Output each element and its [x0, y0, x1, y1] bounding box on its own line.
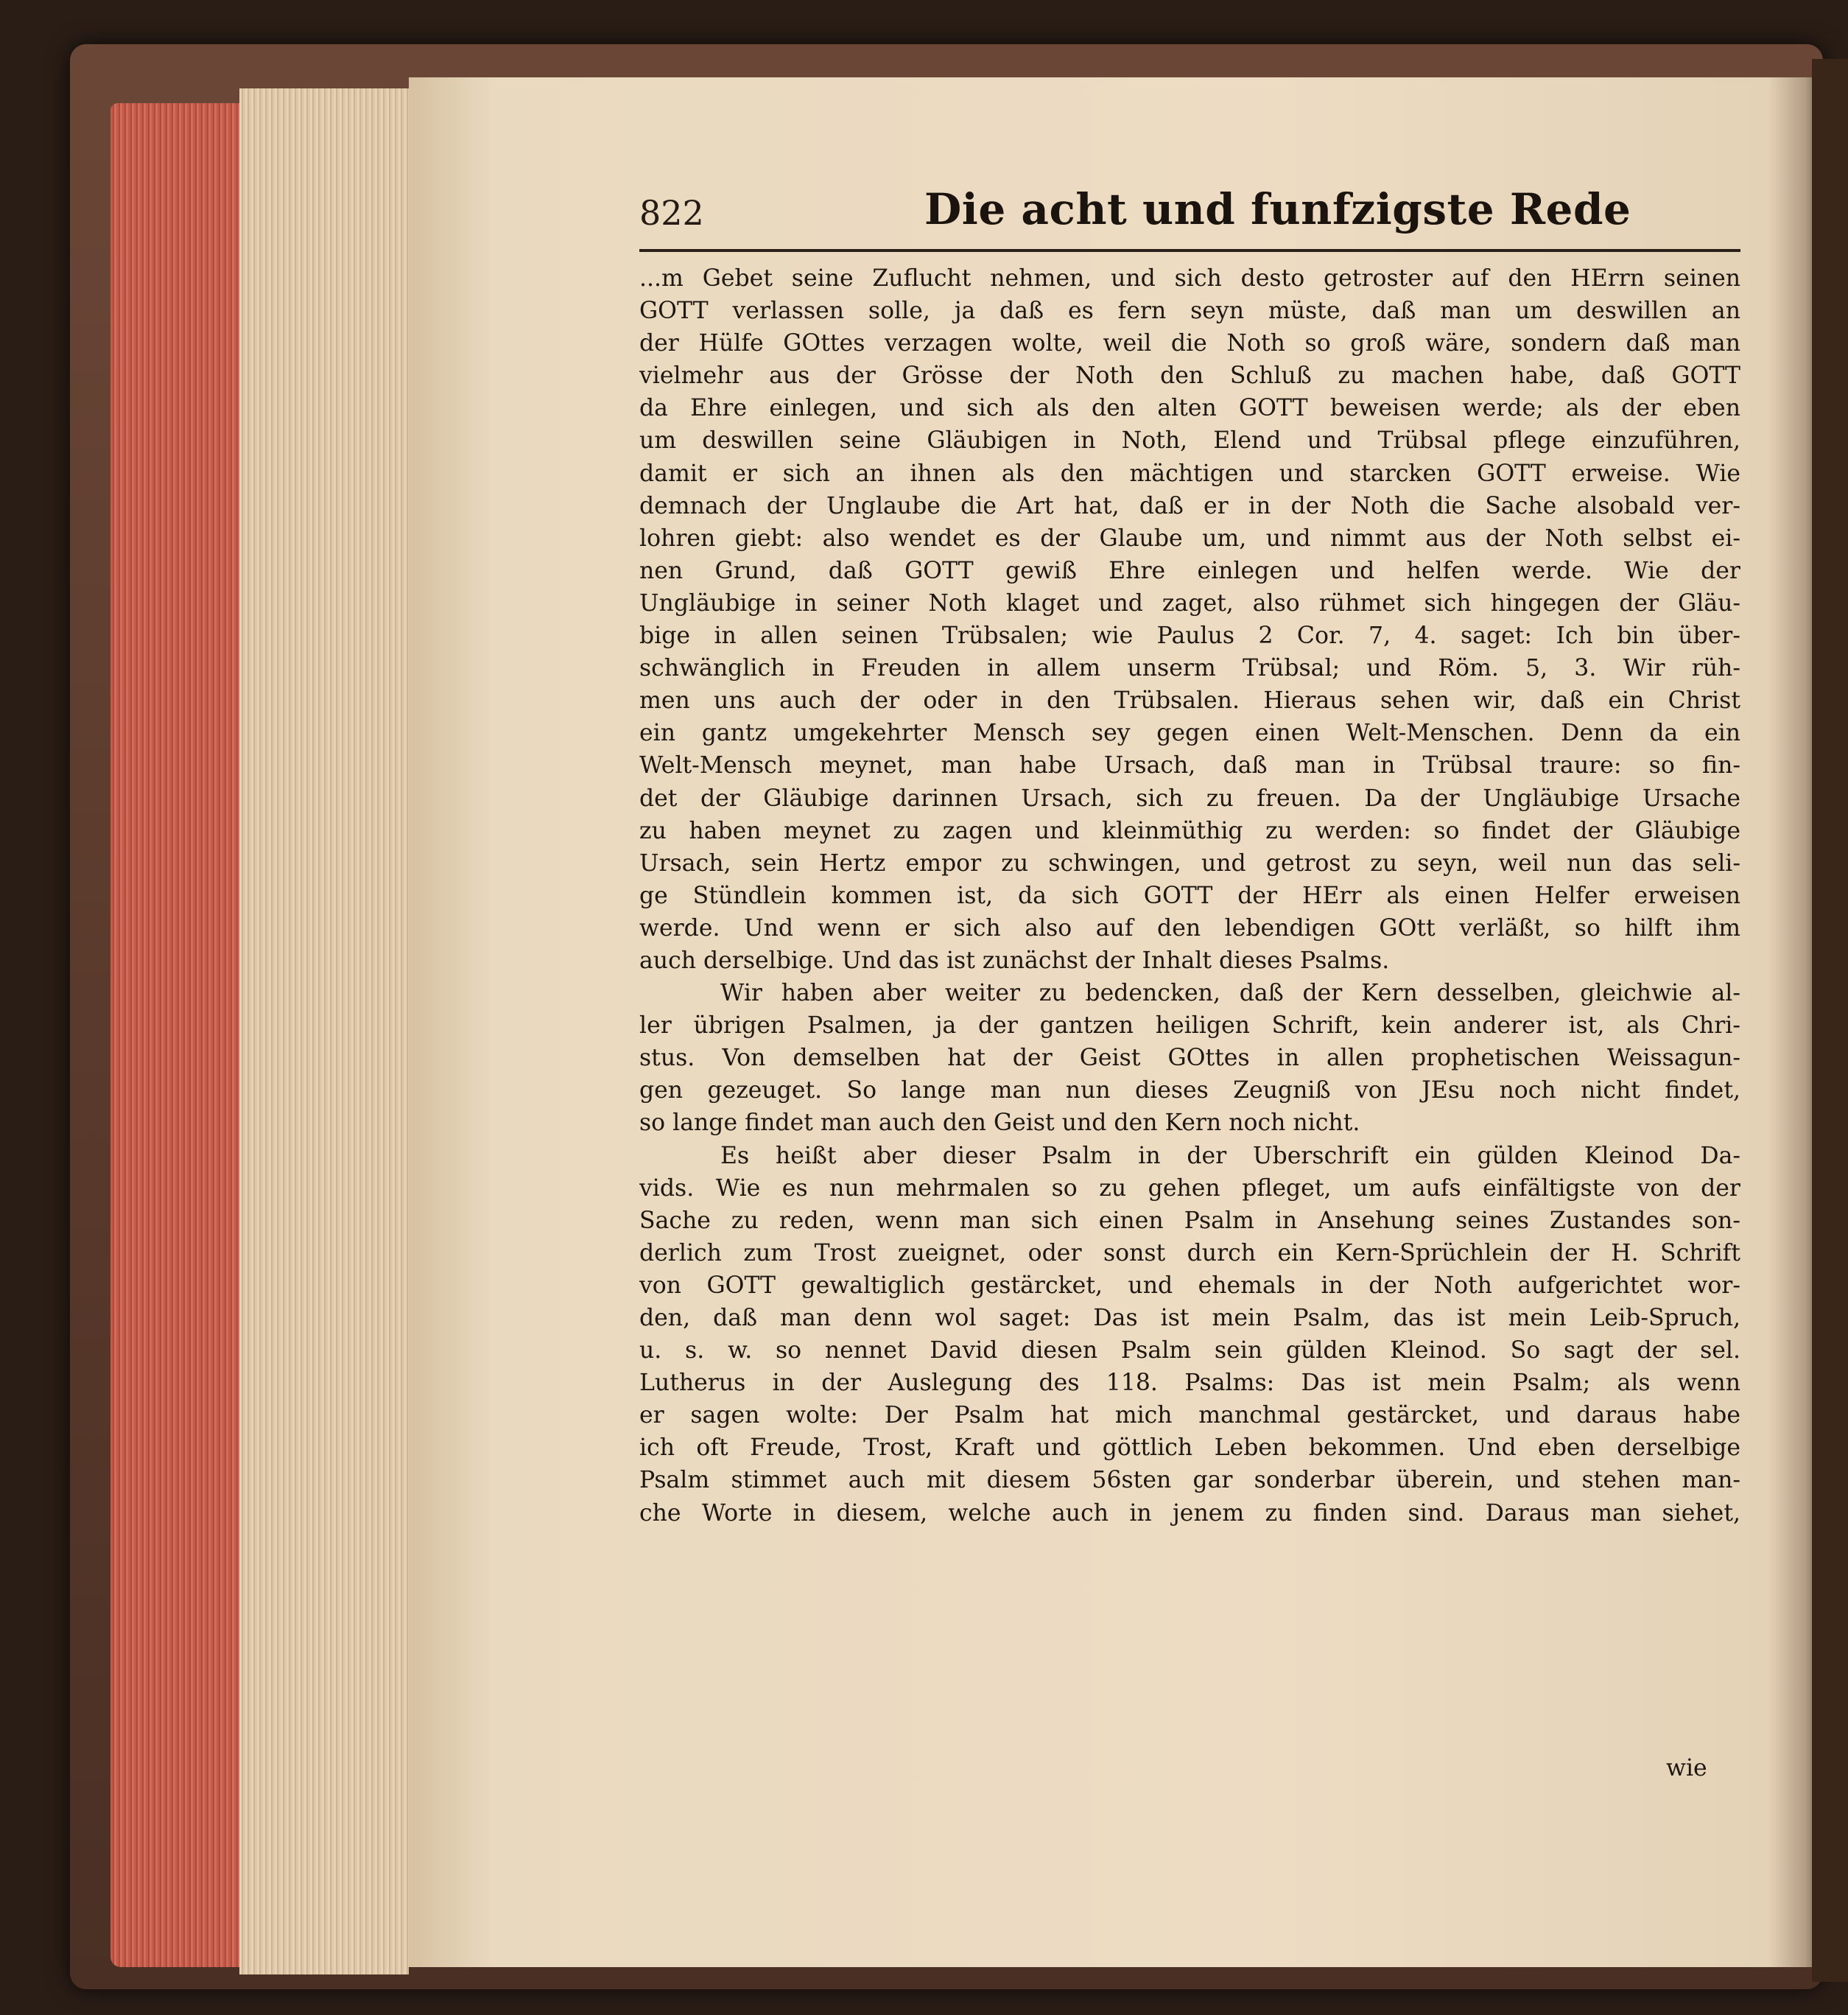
text-line: ...m Gebet seine Zuflucht nehmen, und sich desto getroster auf den HErrn seinen: [639, 265, 1740, 292]
text-line: vids. Wie es nun mehrmalen so zu gehen pfleget, um aufs einfältigste von der: [639, 1174, 1740, 1202]
text-line: da Ehre einlegen, und sich als den alten GOTT beweisen werde; als der eben: [639, 395, 1740, 422]
text-line: det der Gläubige darinnen Ursach, sich zu freuen. Da der Ungläubige Ursache: [639, 785, 1740, 812]
text-line: werde. Und wenn er sich also auf den lebendigen GOtt verläßt, so hilft ihm: [639, 914, 1740, 942]
page-block: [239, 88, 409, 1974]
text-line: Lutherus in der Auslegung des 118. Psalms: Das ist mein Psalm; als wenn: [639, 1370, 1740, 1397]
text-line: den, daß man denn wol saget: Das ist mein Psalm, das ist mein Leib-Spruch,: [639, 1305, 1740, 1331]
text-line: Sache zu reden, wenn man sich einen Psalm in Ansehung seines Zustandes son-: [639, 1207, 1740, 1234]
text-line: von GOTT gewaltiglich gestärcket, und ehemals in der Noth aufgerichtet wor-: [639, 1272, 1740, 1299]
text-line: Welt-Mensch meynet, man habe Ursach, daß man in Trübsal traure: so fin-: [639, 752, 1740, 779]
text-line: schwänglich in Freuden in allem unserm Trübsal; und Röm. 5, 3. Wir rüh-: [639, 655, 1740, 682]
catchword: wie: [1666, 1755, 1707, 1781]
text-line: Psalm stimmet auch mit diesem 56sten gar sonderbar überein, und stehen man-: [639, 1467, 1740, 1494]
text-line: men uns auch der oder in den Trübsalen. Hieraus sehen wir, daß ein Christ: [639, 687, 1740, 715]
text-line: nen Grund, daß GOTT gewiß Ehre einlegen und helfen werde. Wie der: [639, 557, 1740, 584]
text-line: so lange findet man auch den Geist und den Kern noch nicht.: [639, 1110, 1360, 1137]
text-line: ich oft Freude, Trost, Kraft und göttlich Leben bekommen. Und eben derselbige: [639, 1434, 1740, 1462]
text-line: stus. Von demselben hat der Geist GOttes in allen prophetischen Weissagun-: [639, 1045, 1740, 1072]
text-line: lohren giebt: also wendet es der Glaube um, und nimmt aus der Noth selbst ei-: [639, 525, 1740, 552]
text-line: der Hülfe GOttes verzagen wolte, weil die Noth so groß wäre, sondern daß man: [639, 330, 1740, 357]
text-line: Wir haben aber weiter zu bedencken, daß der Kern desselben, gleichwie al-: [720, 980, 1740, 1007]
text-line: damit er sich an ihnen als den mächtigen und starcken GOTT erweise. Wie: [639, 460, 1740, 487]
text-line: Ungläubige in seiner Noth klaget und zaget, also rühmet sich hingegen der Gläu-: [639, 589, 1740, 617]
text-line: u. s. w. so nennet David diesen Psalm sein gülden Kleinod. So sagt der sel.: [639, 1337, 1740, 1364]
text-line: er sagen wolte: Der Psalm hat mich manchmal gestärcket, und daraus habe: [639, 1402, 1740, 1429]
facing-cover-edge: [1812, 59, 1848, 1982]
body-text: [639, 262, 1740, 1832]
text-line: ge Stündlein kommen ist, da sich GOTT der HErr als einen Helfer erweisen: [639, 882, 1740, 909]
text-line: zu haben meynet zu zagen und kleinmüthig zu werden: so findet der Gläubige: [639, 817, 1740, 844]
text-line: ler übrigen Psalmen, ja der gantzen heiligen Schrift, kein anderer ist, als Chri-: [639, 1012, 1740, 1040]
text-line: GOTT verlassen solle, ja daß es fern seyn müste, daß man um deswillen an: [639, 298, 1740, 325]
header-rule: [639, 249, 1740, 252]
red-page-edges: [110, 103, 239, 1967]
text-line: ein gantz umgekehrter Mensch sey gegen einen Welt-Menschen. Denn da ein: [639, 720, 1740, 747]
text-line: um deswillen seine Gläubigen in Noth, Elend und Trübsal pflege einzuführen,: [639, 427, 1740, 455]
text-line: auch derselbige. Und das ist zunächst der Inhalt dieses Psalms.: [639, 947, 1390, 974]
text-line: che Worte in diesem, welche auch in jenem zu finden sind. Daraus man siehet,: [639, 1499, 1740, 1527]
running-title: Die acht und funfzigste Rede: [924, 184, 1631, 234]
text-line: bige in allen seinen Trübsalen; wie Paulus 2 Cor. 7, 4. saget: Ich bin über-: [639, 623, 1740, 650]
page-number: 822: [639, 193, 704, 233]
text-line: gen gezeuget. So lange man nun dieses Zeugniß von JEsu noch nicht findet,: [639, 1077, 1740, 1104]
text-line: vielmehr aus der Grösse der Noth den Schluß zu machen habe, daß GOTT: [639, 362, 1740, 390]
text-line: demnach der Unglaube die Art hat, daß er in der Noth die Sache alsobald ver-: [639, 492, 1740, 519]
text-line: Ursach, sein Hertz empor zu schwingen, und getrost zu seyn, weil nun das seli-: [639, 849, 1740, 877]
text-line: Es heißt aber dieser Psalm in der Uberschrift ein gülden Kleinod Da-: [720, 1142, 1740, 1169]
text-line: derlich zum Trost zueignet, oder sonst durch ein Kern-Sprüchlein der H. Schrift: [639, 1239, 1740, 1266]
